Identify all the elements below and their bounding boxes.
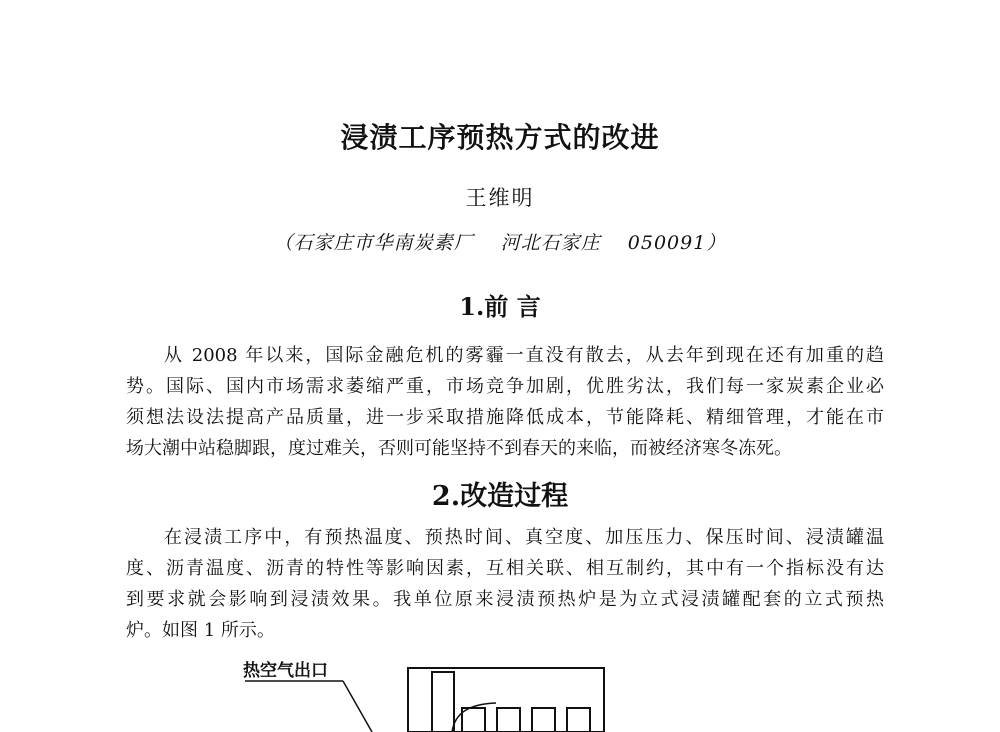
leader-line (343, 681, 372, 732)
process-paragraph (126, 522, 884, 646)
affiliation-place: 河北石家庄 (500, 232, 601, 254)
author-name: 王维明 (465, 186, 535, 210)
paragraph-line: 炉。如图 1 所示。 (126, 620, 275, 641)
paragraph-line: 势。国际、国内市场需求萎缩严重，市场竞争加剧，优胜劣汰，我们每一家炭素企业必 (126, 376, 884, 397)
paragraph-line: 须想法设法提高产品质量，进一步采取措施降低成本，节能降耗、精细管理，才能在市 (126, 407, 884, 428)
chimney-duct (432, 672, 454, 732)
affiliation-zip: 050091） (627, 232, 727, 254)
paragraph-line: 度、沥青温度、沥青的特性等影响因素，互相关联、相互制约，其中有一个指标没有达 (126, 558, 884, 579)
chamber-3 (532, 708, 555, 732)
paragraph-line: 到要求就会影响到浸渍效果。我单位原来浸渍预热炉是为立式浸渍罐配套的立式预热 (126, 589, 884, 610)
intro-paragraph (126, 340, 884, 464)
furnace-outline (408, 668, 604, 732)
paragraph-line: 场大潮中站稳脚跟，度过难关，否则可能坚持不到春天的来临，而被经济寒冬冻死。 (126, 438, 792, 459)
figure-label-hot-air-outlet: 热空气出口 (243, 661, 328, 681)
section-heading-intro: 1.前 言 (459, 292, 541, 321)
paper-title: 浸渍工序预热方式的改进 (340, 121, 660, 154)
chamber-4 (567, 708, 590, 732)
chamber-1 (462, 708, 485, 732)
affiliation-org: （石家庄市华南炭素厂 (273, 232, 474, 254)
paragraph-line: 从 2008 年以来，国际金融危机的雾霾一直没有散去，从去年到现在还有加重的趋 (164, 345, 884, 366)
section-heading-process: 2.改造过程 (431, 481, 569, 512)
affiliation (0, 228, 1000, 255)
paragraph-line: 在浸渍工序中，有预热温度、预热时间、真空度、加压压力、保压时间、浸渍罐温 (164, 527, 884, 548)
chamber-2 (497, 708, 520, 732)
